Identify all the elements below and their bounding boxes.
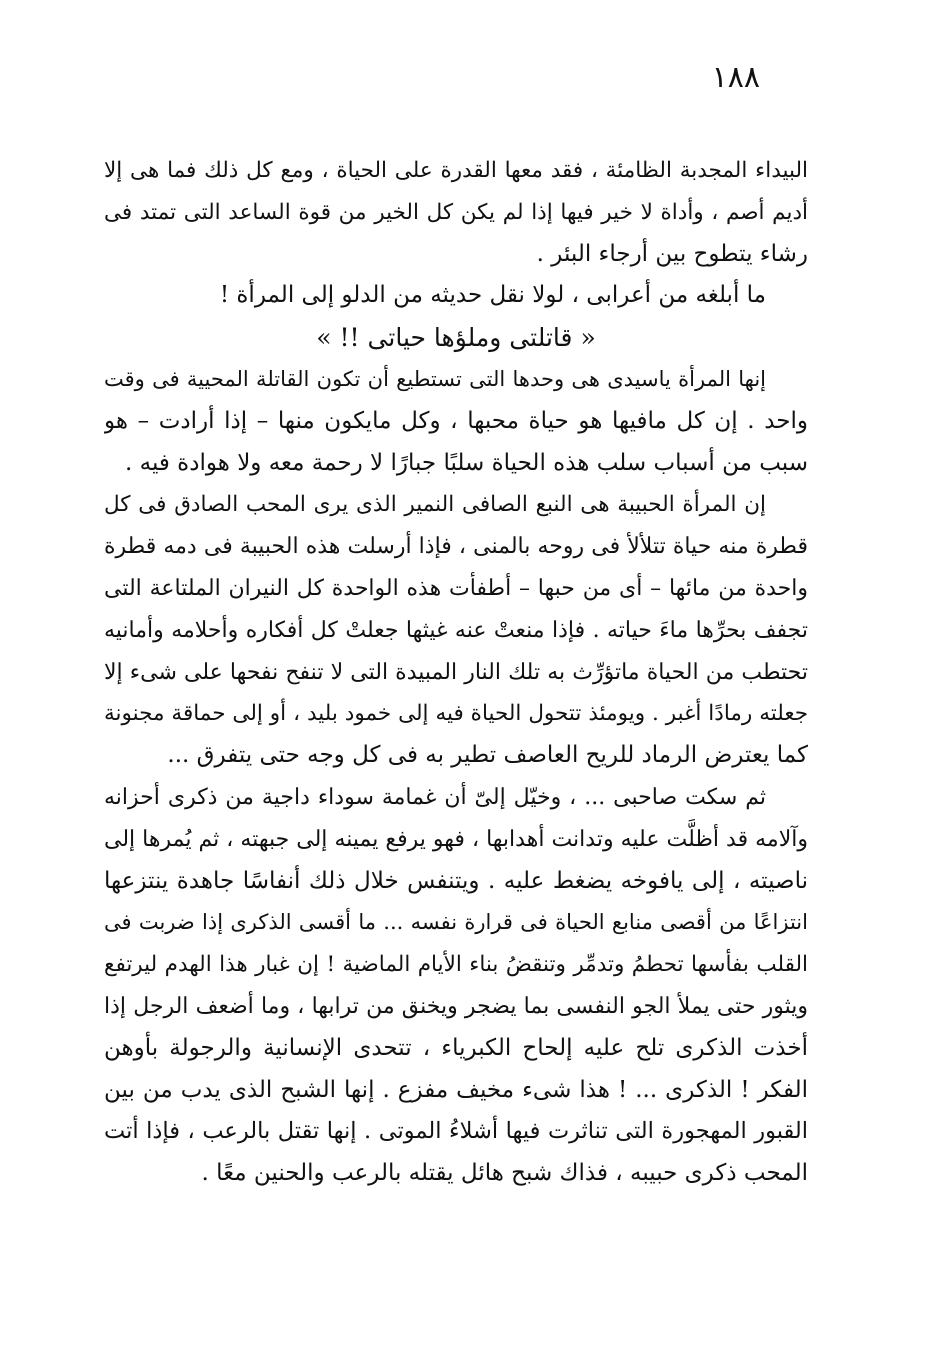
page-number: ١٨٨ — [711, 60, 760, 95]
text-line: انتزاعًا من أقصى منابع الحياة فى قرارة نفسه ... ما أقسى الذكرى إذا ضربت فى — [104, 910, 808, 935]
text-line: قطرة منه حياة تتلألأ فى روحه بالمنى ، فإذا أرسلت هذه الحبيبة فى دمه قطرة — [104, 534, 808, 560]
text-line: إن المرأة الحبيبة هى النبع الصافى النمير الذى يرى المحب الصادق فى كل — [104, 492, 766, 518]
text-line: رشاء يتطوح بين أرجاء البئر . — [536, 240, 808, 267]
text-line: القبور المهجورة التى تناثرت فيها أشلاءُ الموتى . إنها تقتل بالرعب ، فإذا أتت — [104, 1118, 808, 1145]
text-line: ناصيته ، إلى يافوخه يضغط عليه . ويتنفس خلال ذلك أنفاسًا جاهدة ينتزعها — [104, 867, 808, 894]
text-line: إنها المرأة ياسيدى هى وحدها التى تستطيع أن تكون القاتلة المحيية فى وقت — [104, 366, 766, 391]
text-line: تجفف بحرِّها ماءَ حياته . فإذا منعتْ عنه غيثها جعلتْ كل أفكاره وأحلامه وأمانيه — [104, 617, 808, 643]
text-line: سبب من أسباب سلب هذه الحياة سلبًا جبارًا لا رحمة معه ولا هوادة فيه . — [124, 449, 808, 476]
text-line: الفكر ! الذكرى ... ! هذا شىء مخيف مفزع . إنها الشبح الذى يدب من بين — [104, 1076, 808, 1103]
quoted-verse: « قاتلتى وملؤها حياتى !! » — [316, 323, 596, 353]
text-line: تحتطب من الحياة ماتؤرِّث به تلك النار المبيدة التى لا تنفح نفحها على شىء إلا — [104, 659, 808, 685]
text-line: كما يعترض الرماد للريح العاصف تطير به فى كل وجه حتى يتفرق ... — [167, 742, 808, 769]
text-line: البيداء المجدبة الظامئة ، فقد معها القدرة على الحياة ، ومع كل ذلك فما هى إلا — [104, 158, 808, 183]
text-line: واحدة من مائها – أى من حبها – أطفأت هذه الواحدة كل النيران الملتاعة التى — [104, 575, 808, 601]
text-line: القلب بفأسها تحطمُ وتدمِّر وتنقضُ بناء الأيام الماضية ! إن غبار هذا الهدم ليرتفع — [104, 952, 808, 978]
text-line: ويثور حتى يملأ الجو النفسى بما يضجر ويخنق من ترابها ، وما أضعف الرجل إذا — [104, 993, 808, 1019]
text-line: وآلامه قد أظلَّت عليه وتدانت أهدابها ، فهو يرفع يمينه إلى جبهته ، ثم يُمرها إلى — [104, 826, 808, 852]
text-line: أديم أصم ، وأداة لا خير فيها إذا لم يكن كل الخير من قوة الساعد التى تمتد فى — [104, 199, 808, 225]
text-line: واحد . إن كل مافيها هو حياة محبها ، وكل مايكون منها – إذا أرادت – هو — [104, 407, 808, 434]
text-line: المحب ذكرى حبيبه ، فذاك شبح هائل يقتله بالرعب والحنين معًا . — [201, 1160, 808, 1187]
text-line: أخذت الذكرى تلح عليه إلحاح الكبرياء ، تتحدى الإنسانية والرجولة بأوهن — [104, 1034, 808, 1061]
body-text — [104, 150, 808, 1195]
text-line: ثم سكت صاحبى ... ، وخيّل إلىّ أن غمامة سوداء داجية من ذكرى أحزانه — [104, 784, 766, 810]
text-line: ما أبلغه من أعرابى ، لولا نقل حديثه من الدلو إلى المرأة ! — [219, 282, 766, 309]
text-line: جعلته رمادًا أغبر . ويومئذ تتحول الحياة فيه إلى خمود بليد ، أو إلى حماقة مجنونة — [104, 701, 808, 727]
